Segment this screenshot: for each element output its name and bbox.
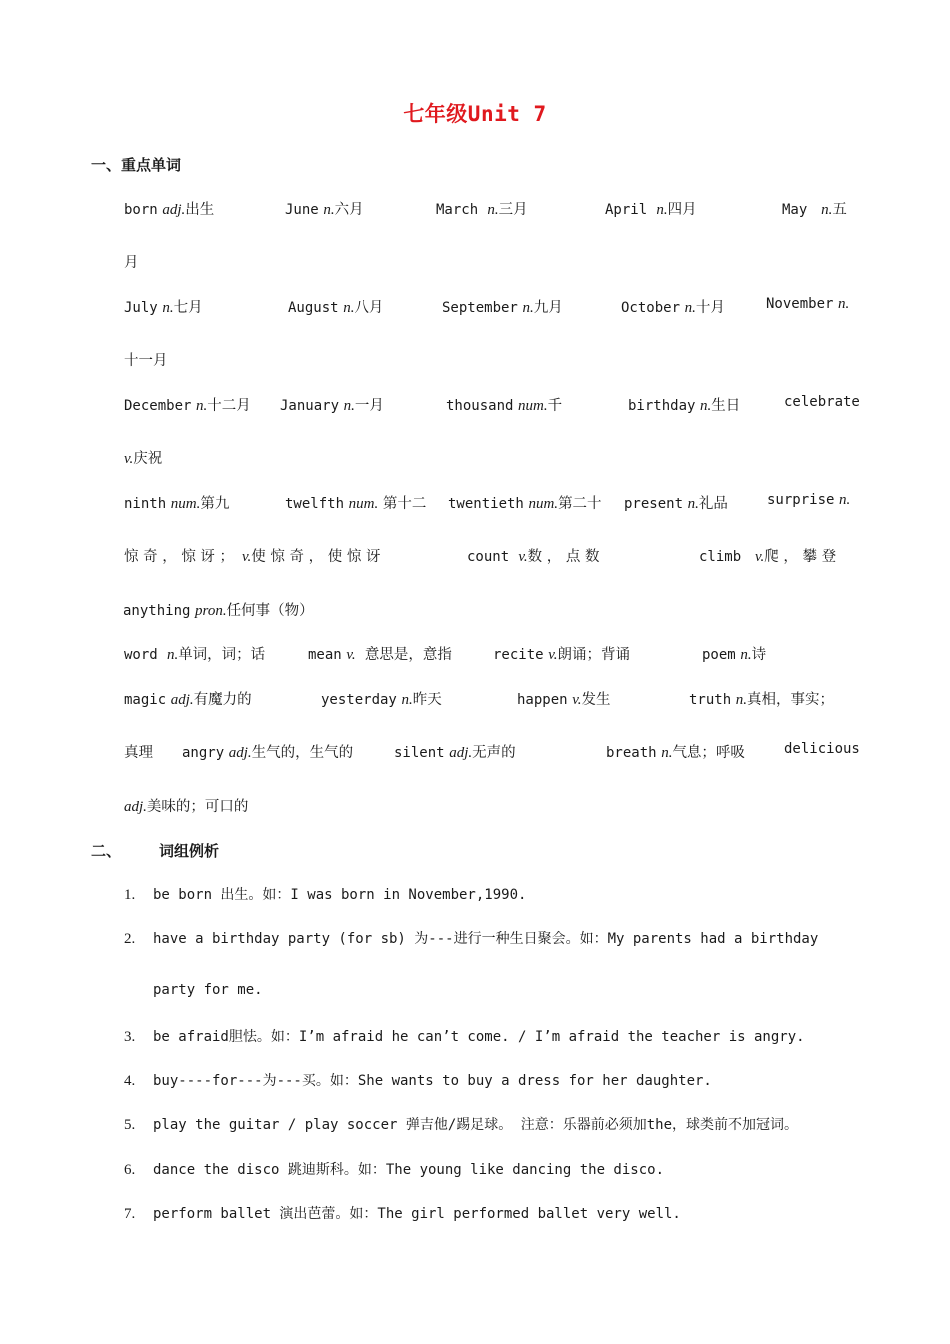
vocab-row [124,599,860,621]
vocab-entry: December n.十二月 [124,398,251,414]
vocab-entry: surprise n. [767,492,851,508]
vocab-entry: born adj.出生 [124,202,215,218]
section-number: 二、 [91,842,122,860]
list-item: 3. be afraid胆怯。如：I’m afraid he can’t come. / I’m afraid the teacher is angry. [124,1029,805,1045]
section-title: 词组例析 [159,842,220,860]
vocab-row [124,394,860,416]
vocab-entry: breath n.气息；呼吸 [606,745,745,761]
vocab-entry: present n.礼品 [624,496,728,512]
vocab-entry: count v.数 ， 点 数 [467,549,600,565]
vocab-row [124,545,860,567]
vocab-entry: thousand num.千 [446,398,563,414]
vocab-entry: poem n.诗 [702,647,767,663]
vocab-entry: yesterday n.昨天 [321,692,442,708]
vocab-entry: happen v.发生 [517,692,611,708]
vocab-entry: delicious [784,741,860,757]
vocab-row [124,643,860,665]
vocab-entry: ninth num.第九 [124,496,230,512]
vocab-entry: January n.一月 [280,398,384,414]
vocab-wrap: v.庆祝 [124,451,163,467]
list-item: 4. buy----for---为---买。如：She wants to buy a dress for her daughter. [124,1073,712,1089]
vocab-entry: magic adj.有魔力的 [124,692,252,708]
section-title: 重点单词 [121,156,182,174]
list-item: 2. have a birthday party (for sb) 为---进行一种生日聚会。如：My parents had a birthday [124,931,819,947]
vocab-entry: silent adj.无声的 [394,745,516,761]
vocab-wrap: 十一月 [124,353,168,369]
vocab-entry: celebrate [784,394,860,410]
vocab-entry: April n.四月 [605,202,697,218]
list-item: 6. dance the disco 跳迪斯科。如：The young like dancing the disco. [124,1162,665,1178]
vocab-wrap: 真理 [124,745,153,761]
vocab-wrap: adj.美味的；可口的 [124,799,249,815]
vocab-row [124,688,860,710]
vocab-entry: twentieth num.第二十 [448,496,602,512]
vocab-entry: angry adj.生气的，生气的 [182,745,354,761]
vocab-entry: June n.六月 [285,202,364,218]
vocab-entry: March n.三月 [436,202,528,218]
vocab-row [124,296,860,318]
vocab-entry: November n. [766,296,850,312]
vocab-wrap: 惊 奇 ， 惊 讶 ； [124,549,235,565]
vocab-entry: October n.十月 [621,300,725,316]
vocab-entry: anything pron.任何事（物） [123,603,314,619]
vocab-entry: climb v.爬 ， 攀 登 [699,549,837,565]
list-item: 5. play the guitar / play soccer 弹吉他/踢足球。 注意：乐器前必须加the，球类前不加冠词。 [124,1117,799,1133]
vocab-entry: September n.九月 [442,300,563,316]
vocab-entry: birthday n.生日 [628,398,741,414]
list-item: 7. perform ballet 演出芭蕾。如：The girl performed ballet very well. [124,1206,681,1222]
vocab-entry: word n.单词，词；话 [124,647,266,663]
section-heading-key-words [91,154,181,175]
page-title: 七年级Unit 7 [403,102,547,126]
vocab-entry: twelfth num. 第十二 [285,496,427,512]
vocab-row [124,492,860,514]
list-item: 1. be born 出生。如：I was born in November,1990. [124,887,527,903]
vocab-entry: July n.七月 [124,300,203,316]
vocab-wrap: 月 [124,255,139,271]
section-number: 一、 [91,156,122,174]
vocab-entry: recite v.朗诵；背诵 [493,647,630,663]
vocab-row [124,741,860,763]
section-heading-phrases [91,840,219,861]
vocab-entry: mean v. 意思是，意指 [308,647,452,663]
vocab-entry: May n.五 [782,202,847,218]
vocab-row [124,198,860,220]
list-item-continuation: party for me. [153,982,263,998]
vocab-entry: August n.八月 [288,300,384,316]
vocab-entry: v.使 惊 奇 ， 使 惊 讶 [242,549,381,565]
vocab-entry: truth n.真相，事实； [689,692,835,708]
